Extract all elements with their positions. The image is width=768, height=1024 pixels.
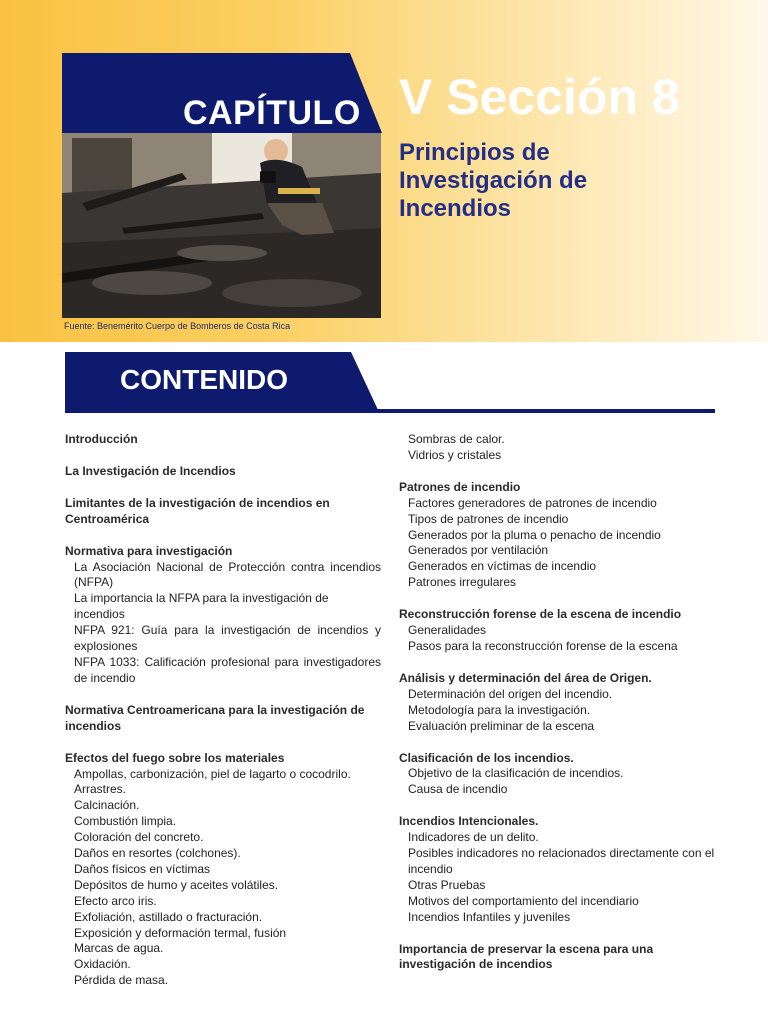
toc-item: Determinación del origen del incendio. [408,686,613,701]
toc-heading: Incendios Intencionales. [399,814,539,829]
photo-caption: Fuente: Benemérito Cuerpo de Bomberos de Costa Rica [64,321,291,331]
toc-item: Oxidación. [74,957,131,972]
toc-heading: Efectos del fuego sobre los materiales [65,750,285,765]
toc-item: Depósitos de humo y aceites volátiles. [74,877,279,892]
toc-heading: Análisis y determinación del área de Origen. [399,670,652,685]
toc-item: Factores generadores de patrones de incendio [408,495,657,510]
toc-item: Daños físicos en víctimas [74,861,211,876]
contenido-rule [65,409,715,413]
toc-item: Pasos para la reconstrucción forense de la escena [408,638,678,653]
toc-item: Evaluación preliminar de la escena [408,718,595,733]
chapter-label: CAPÍTULO [183,94,361,132]
toc-heading: Limitantes de la investigación de incendios en Centroamérica [65,495,330,526]
toc-heading: Normativa Centroamericana para la investigación de incendios [65,702,365,733]
toc-item: Otras Pruebas [408,877,486,892]
toc-item: Causa de incendio [408,782,508,797]
toc-item: Motivos del comportamiento del incendiario [408,893,639,908]
toc-item: Metodología para la investigación. [408,702,591,717]
toc-item: Generados por la pluma o penacho de incendio [408,527,661,542]
section-title: V Sección 8 [399,69,680,125]
toc-item: La importancia la NFPA para la investigación de incendios [74,591,329,622]
toc-item: NFPA 1033: Calificación profesional para investigadores de incendio [74,654,381,685]
toc-item: Coloración del concreto. [74,830,204,845]
toc-item: Calcinación. [74,798,140,813]
toc-item: Daños en resortes (colchones). [74,846,241,861]
toc-heading: La Investigación de Incendios [65,463,236,478]
toc-heading: Clasificación de los incendios. [399,750,574,765]
toc-item: NFPA 921: Guía para la investigación de incendios y explosiones [74,623,381,654]
toc-item: Indicadores de un delito. [408,830,539,845]
toc-heading: Normativa para investigación [65,543,233,558]
toc-item: Efecto arco iris. [74,893,157,908]
toc-item: Exposición y deformación termal, fusión [74,925,287,940]
toc-item: Ampollas, carbonización, piel de lagarto o cocodrilo. [74,766,351,781]
toc-item: Sombras de calor. [408,432,505,446]
burned-scene-illustration [62,133,381,318]
toc-item: Posibles indicadores no relacionados directamente con el incendio [408,846,715,876]
toc-item: Generalidades [408,623,487,638]
toc-item: Generados en víctimas de incendio [408,559,597,574]
toc-item: Incendios Infantiles y juveniles [408,909,571,924]
chapter-subtitle: Principios de Investigación de Incendios [399,139,588,222]
toc-heading: Reconstrucción forense de la escena de incendio [399,607,682,622]
contenido-title: CONTENIDO [120,364,288,395]
toc-item: Combustión limpia. [74,814,177,829]
toc-heading: Importancia de preservar la escena para una investigación de incendios [399,941,654,972]
toc-item: Marcas de agua. [74,941,164,956]
toc-item: La Asociación Nacional de Protección contra incendios (NFPA) [74,559,381,590]
toc-item: Exfoliación, astillado o fracturación. [74,909,263,924]
toc-item: Pérdida de masa. [74,973,169,988]
toc-item: Vidrios y cristales [408,447,502,462]
toc-right-column [399,432,715,973]
toc-item: Arrastres. [74,782,127,797]
toc-heading: Introducción [65,432,138,446]
fire-investigation-photo [62,133,381,318]
toc-item: Generados por ventilación [408,543,549,558]
toc-item: Objetivo de la clasificación de incendios. [408,766,624,781]
toc-heading: Patrones de incendio [399,479,521,494]
toc-left-column [65,432,381,989]
toc-item: Tipos de patrones de incendio [408,511,569,526]
toc-item: Patrones irregulares [408,575,517,590]
